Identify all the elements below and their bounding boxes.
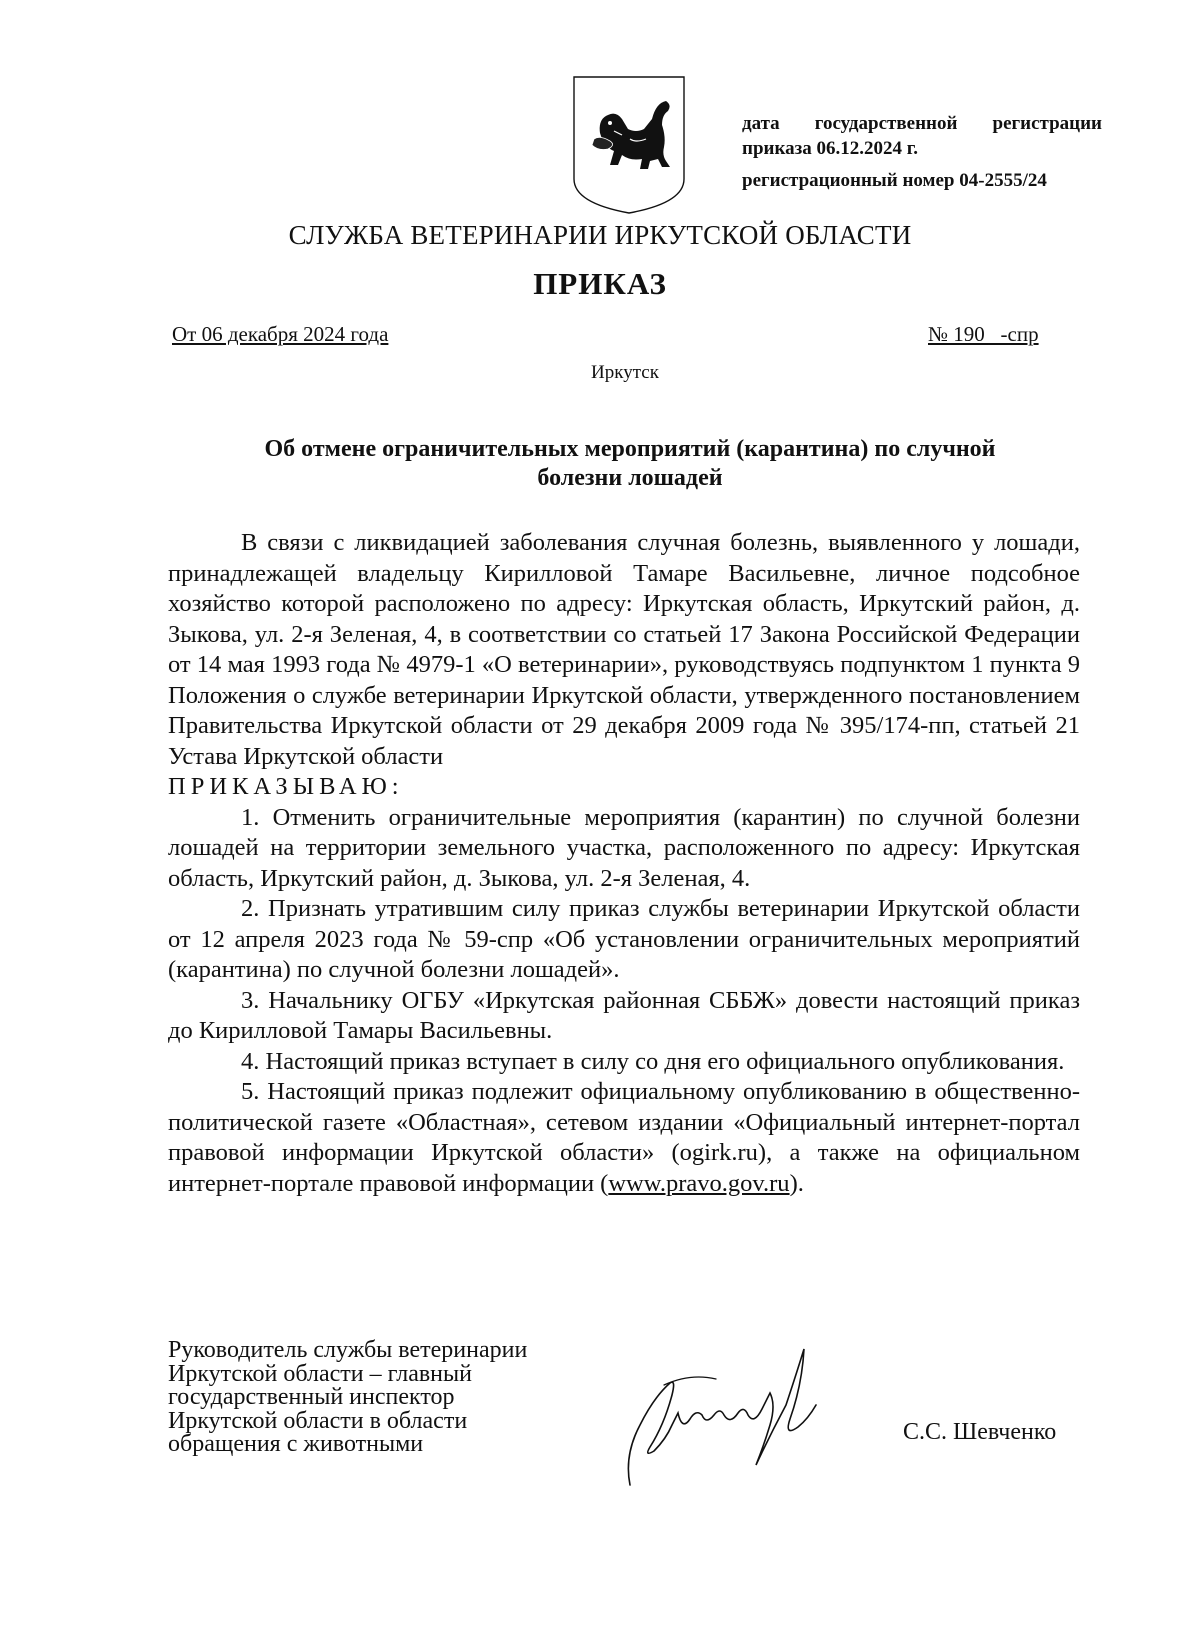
order-word: ПРИКАЗЫВАЮ: [168, 773, 404, 800]
order-item-4: 4. Настоящий приказ вступает в силу со дня его официального опубликования. [241, 1047, 1065, 1075]
order-item-5-text: 5. Настоящий приказ подлежит официальному опубликованию в общественно-политической газете «Областная», сетевом издании «Официальный интернет-портал правовой информации Иркутской области» (ogirk.ru), а также на официальном интернет-портале правовой информации ( [168, 1078, 1080, 1197]
signer-name: С.С. Шевченко [903, 1419, 1057, 1445]
document-type: ПРИКАЗ [533, 266, 667, 301]
preamble-paragraph: В связи с ликвидацией заболевания случная болезнь, выявленного у лошади, принадлежащей владельцу Кирилловой Тамаре Васильевне, личное подсобное хозяйство которой расположено по адресу: Иркутская область, Иркутский район, д. Зыкова, ул. 2-я Зеленая, 4, в соответствии со статьей 17 Закона Российской Федерации от 14 мая 1993 года № 4979-1 «О ветеринарии», руководствуясь подпунктом 1 пункта 9 Положения о службе ветеринарии Иркутской области, утвержденного постановлением Правительства Иркутской области от 29 декабря 2009 года № 395/174-пп, статьей 21 Устава Иркутской области [168, 529, 1080, 770]
signer-line-3: государственный инспектор [168, 1384, 455, 1410]
agency-name: СЛУЖБА ВЕТЕРИНАРИИ ИРКУТСКОЙ ОБЛАСТИ [288, 220, 912, 250]
city-name: Иркутск [591, 362, 659, 383]
order-item-5-end: ). [789, 1169, 804, 1197]
title-line-2: болезни лошадей [537, 465, 723, 491]
order-date: От 06 декабря 2024 года [172, 322, 389, 346]
registration-date-label: дата государственной регистрации [742, 113, 1102, 134]
signer-line-5: обращения с животными [168, 1431, 424, 1457]
order-item-1: 1. Отменить ограничительные мероприятия (карантин) по случной болезни лошадей на территории земельного участка, расположенного по адресу: Иркутская область, Иркутский район, д. Зыкова, ул. 2-я Зеленая, 4. [168, 803, 1080, 892]
order-item-5 [168, 1077, 1080, 1199]
order-number: № 190 -спр [928, 322, 1039, 346]
signer-position [168, 1339, 527, 1457]
order-item-2: 2. Признать утратившим силу приказ службы ветеринарии Иркутской области от 12 апреля 2023 года № 59-спр «Об установлении ограничительных мероприятий (карантина) по случной болезни лошадей». [168, 895, 1080, 983]
title-line-1: Об отмене ограничительных мероприятий (карантина) по случной [264, 436, 996, 462]
registration-number: регистрационный номер 04-2555/24 [742, 170, 1047, 191]
document-body [168, 528, 1080, 1199]
registration-order-date: приказа 06.12.2024 г. [742, 138, 918, 159]
signer-line-2: Иркутской области – главный [168, 1360, 472, 1387]
signature-icon [620, 1335, 860, 1495]
document-title [180, 435, 1080, 493]
signer-line-4: Иркутской области в области [168, 1407, 468, 1434]
signer-line-1: Руководитель службы ветеринарии [168, 1337, 528, 1363]
coat-of-arms-icon [570, 75, 688, 215]
pravo-link[interactable]: www.pravo.gov.ru [608, 1169, 790, 1197]
order-item-3: 3. Начальнику ОГБУ «Иркутская районная СББЖ» довести настоящий приказ до Кирилловой Тамары Васильевны. [168, 986, 1080, 1044]
